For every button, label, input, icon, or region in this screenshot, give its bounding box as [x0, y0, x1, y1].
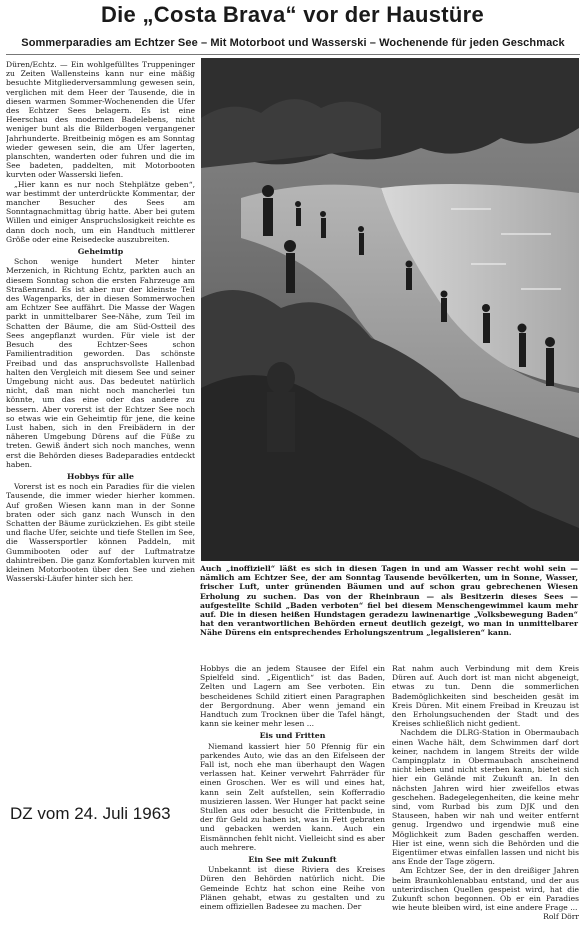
article-paragraph: Unbekannt ist diese Riviera des Kreises Düren den Behörden natürlich nicht. Die Gemeinde Echtz hat schon eine Reihe von Plänen gehabt, etwas zu gestalten und zu einem offiziellen Badesee zu machen. Der: [200, 865, 385, 912]
article-paragraph: Hobbys die an jedem Stausee der Eifel ein Spielfeld sind. „Eigentlich“ ist das Baden, Zelten und Lagern am See verboten. Ein bescheidenes Schild zitiert einen Paragraphen der Bergordnung. Aber wenn jemand ein Handtuch zum Trocknen über die Tafel hängt, kann sie keiner mehr lesen ...: [200, 664, 385, 729]
section-heading: Geheimtip: [77, 247, 124, 257]
right-column: [392, 664, 579, 946]
headline-rule: [6, 54, 580, 55]
section-heading: Ein See mit Zukunft: [248, 855, 337, 865]
article-paragraph: Niemand kassiert hier 50 Pfennig für ein parkendes Auto, wie das an den Eifelseen der Fall ist, noch ehe man überhaupt den Wagen verlassen hat. Keiner verwehrt Fahrräder für einen Groschen. Wer es will und eines hat, kann sein Zelt aufstellen, sein Kofferradio musizieren lassen. Wer Hunger hat packt seine Stullen aus oder besucht die Frittenbude, in der für Geld zu haben ist, was in Fett gebraten und gebacken werden kann. Auch ein Eismännchen fehlt nicht. Vielleicht sind es aber auch mehrere.: [200, 741, 385, 852]
author-signature: Rolf Dörr: [543, 912, 579, 922]
article-paragraph: Schon wenige hundert Meter hinter Merzenich, in Richtung Echtz, parkten auch an diesem Sonntag schon die ersten Fahrzeuge am Straßenrand. Es ist aber nur der kleinste Teil des Wagenparks, der in diesen Sommerwochen am Echtzer See auffährt. Die Masse der Wagen parkt in unmittelbarer See-Nähe, zum Teil im Schatten der Bäume, die am Süd-Ostteil des Sees angepflanzt wurden. Für viele ist der Besuch des Echtzer-Sees schon Familientradition geworden. Das schönste Freibad und das anspruchsvollste Hallenbad halten den Vergleich mit diesem See und seiner Umgebung nicht aus. Das bedeutet natürlich nicht, daß man nicht noch mancherlei tun könnte, um das eine oder das andere zu bessern. Aber vorerst ist der Echtzer See noch so etwas wie ein Geheimtip für jene, die keine Lust haben, sich in den Freibädern in der näheren Umgebung Dürens auf die Füße zu treten. Gewiß ändert sich noch manches, wenn erst die Behörden dieses Badeparadies entdeckt haben.: [6, 257, 195, 469]
date-stamp: DZ vom 24. Juli 1963: [10, 804, 171, 823]
beach-photo: [201, 58, 579, 561]
photo-illustration: [201, 58, 579, 561]
subheadline: Sommerparadies am Echtzer See – Mit Motorboot und Wasserski – Wochenende für jeden Geschmack: [21, 37, 565, 49]
article-paragraph: Am Echtzer See, der in den dreißiger Jahren beim Braunkohlenabbau entstand, und der aus unterirdischen Quellen gespeist wird, hat die Zukunft schon begonnen. Ob er ein Paradies wie heute bleiben wird, ist eine andere Frage ...: [392, 866, 579, 913]
article-paragraph: Düren/Echtz. — Ein wohlgefülltes Truppeninger zu Zeiten Wallensteins kann nur eine mäßig besuchte Mitgliederversammlung gewesen sein, verglichen mit dem Heer der Tausende, die in diesen warmen Sommer-Wochenenden die Ufer des Echtzer Sees belagern. Es ist eine Heerschau des modernen Badelebens, nicht weniger bunt als die Bilderbogen vergangener Jahrhunderte. Breitbeinig mögen es am Sonntag wieder gewesen sein, die am Ufer lagerten, planschten, wanderten oder fuhren und die im See badeten, paddelten, mit Motorbooten kurvten oder Wasserski liefen.: [6, 60, 195, 180]
article-paragraph: Vorerst ist es noch ein Paradies für die vielen Tausende, die immer wieder hierher kommen. Auf großen Wiesen kann man in der Sonne braten oder sich ganz nach Wunsch in den Schatten der Bäume zurückziehen. Es gibt steile und flache Ufer, seichte und tiefe Stellen im See, die Wassersportler können Paddeln, mit Gummibooten oder auf der Luftmatratze dahintreiben. Die ganz Komfortablen kurven mit kleinen Motorbooten über den See und ziehen Wasserski-Läufer hinter sich her.: [6, 482, 195, 584]
section-heading: Hobbys für alle: [67, 471, 134, 481]
headline: Die „Costa Brava“ vor der Haustüre: [100, 2, 485, 27]
left-column: [6, 60, 195, 620]
article-paragraph: Rat nahm auch Verbindung mit dem Kreis Düren auf. Auch dort ist man nicht abgeneigt, etwas zu tun. Denn die sommerlichen Bademöglichkeiten sind bescheiden gesät im Kreis Düren. Mit einem Freibad in Kreuzau ist den Erholungsuchenden der Stadt und des Kreises schließlich nicht gedient.: [392, 664, 579, 729]
photo-caption: Auch „inoffiziell“ läßt es sich in diesen Tagen in und am Wasser recht wohl sein — nämlich am Echtzer See, der am Sonntag Tausende bevölkerten, um in Sonne, Wasser, frischer Luft, unter grünenden Bäumen und auf schon grau gebrechenen Wiesen Erholung zu suchen. Das von der Rheinbraun — als Besitzerin dieses Sees — aufgestellte Schild „Baden verboten“ fiel bei diesem Menschengewimmel kaum mehr auf. Die in diesen heißen Hundstagen geradezu lawinenartige „Volksbewegung Baden“ hat den verantwortlichen Behörden erneut deutlich gezeigt, wo man in unmittelbarer Nähe Dürens ein entsprechendes Erholungszentrum „legalisieren“ kann.: [200, 564, 578, 638]
article-paragraph: „Hier kann es nur noch Stehplätze geben“, war bestimmt der unterdrückte Kommentar, der mancher Besucher des Sees am Sonntagnachmittag übrig hatte. Aber bei gutem Willen und einiger Anspruchslosigkeit reichte es dann doch noch, um ein Handtuch mittlerer Größe oder eine Reisedecke auszubreiten.: [6, 179, 195, 244]
article-paragraph: Nachdem die DLRG-Station in Obermaubach einen Wache hält, dem Schwimmen darf dort keiner, nachdem in langem Streits der wilde Campingplatz in Obermaubach anscheinend nicht leben und nicht sterben kann, bietet sich hier ein Gelände mit Zukunft an. In den nächsten Jahren wird hier zweifellos etwas geschehen. Badegelegenheiten, die keine mehr sind, vom Rurbad bis zum DJK und den Stauseen, haben wir nah und weiter entfernt genug. Irgendwo und irgendwie muß eine Möglichkeit zum Baden geschaffen werden. Hier ist eine, wenn sich die Behörden und die Eigentümer etwas einfallen lassen und nicht bis ans Ende der Tage zögern.: [392, 728, 579, 867]
middle-column: [200, 664, 385, 946]
section-heading: Eis und Fritten: [259, 731, 326, 741]
